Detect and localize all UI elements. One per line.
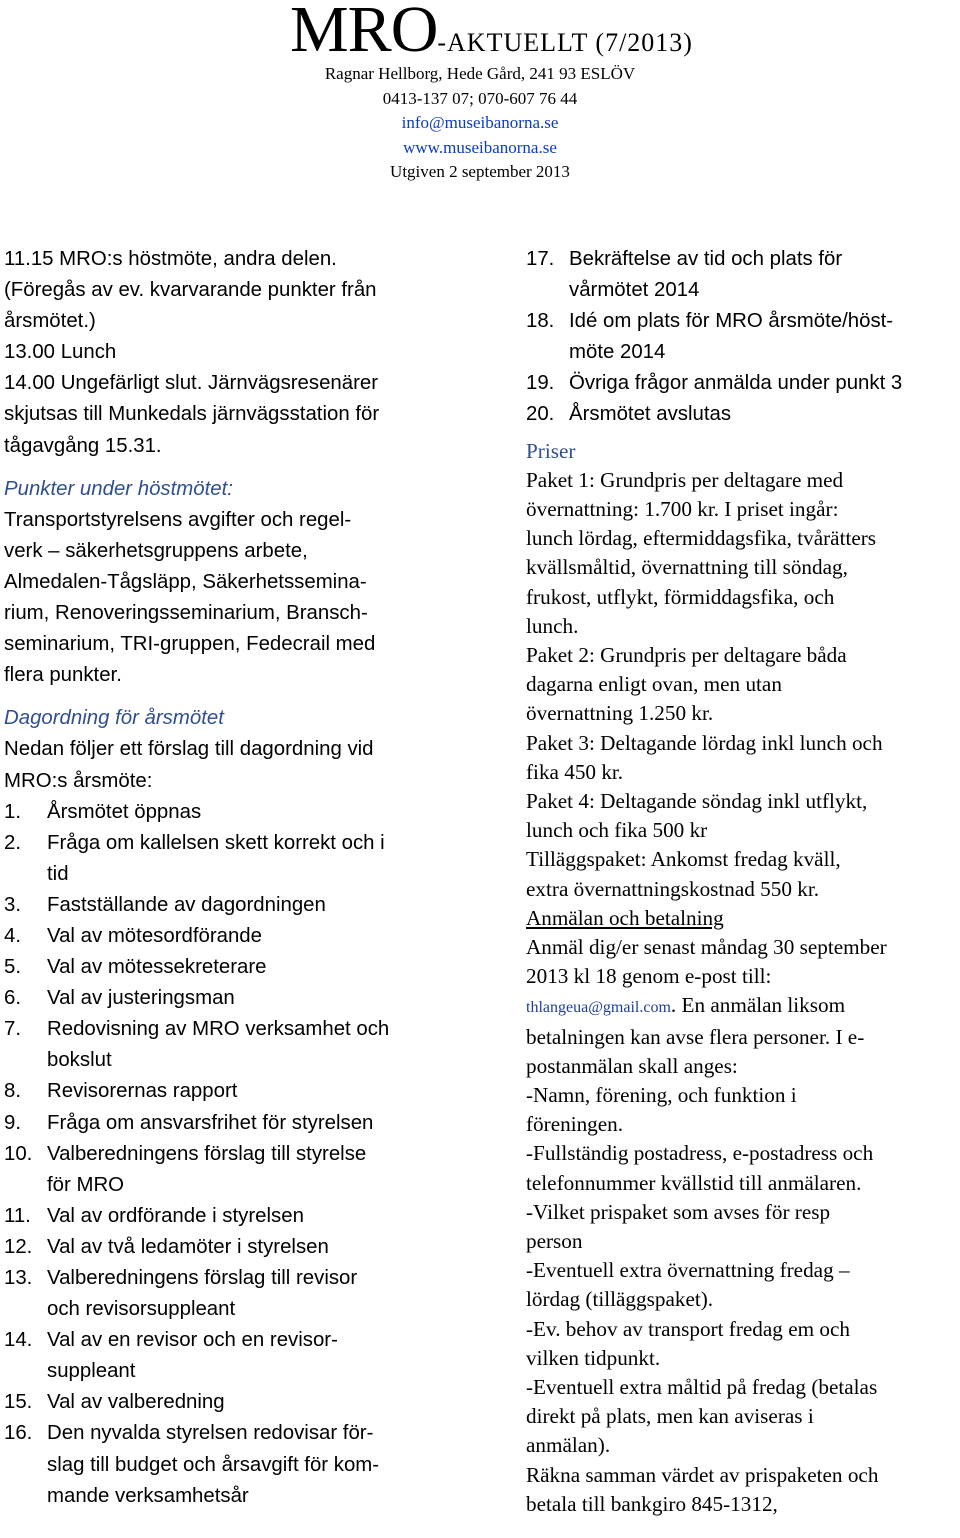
agenda-item-number: 18. bbox=[526, 310, 555, 333]
agenda-item bbox=[4, 1014, 482, 1045]
agenda-item-text: Val av ordförande i styrelsen bbox=[47, 1204, 304, 1227]
intro-text bbox=[4, 244, 482, 462]
right-column bbox=[526, 244, 960, 1519]
anmalan-email-line bbox=[526, 991, 960, 1022]
priser-line: extra övernattningskostnad 550 kr. bbox=[526, 876, 820, 901]
agenda-item-text: Val av mötesordförande bbox=[47, 924, 262, 947]
agenda-item bbox=[4, 1045, 482, 1076]
punkter-line: verk – säkerhetsgruppens arbete, bbox=[4, 539, 308, 562]
agenda-list bbox=[4, 797, 482, 1512]
agenda-item bbox=[4, 828, 482, 859]
anmalan-text bbox=[526, 1023, 960, 1519]
priser-text bbox=[526, 466, 960, 904]
anmalan-line: -Fullständig postadress, e-postadress och bbox=[526, 1141, 874, 1166]
agenda-item-text: Valberedningens förslag till styrelse bbox=[47, 1142, 367, 1165]
agenda-item-number: 13. bbox=[4, 1267, 33, 1289]
intro-line: 14.00 Ungefärligt slut. Järnvägsresenärer bbox=[4, 372, 379, 395]
priser-line: lunch och fika 500 kr bbox=[526, 818, 708, 843]
agenda-item bbox=[526, 244, 960, 275]
priser-line: kvällsmåltid, övernattning till söndag, bbox=[526, 555, 848, 580]
punkter-text bbox=[4, 505, 482, 692]
agenda-item-text: Idé om plats för MRO årsmöte/höst- bbox=[569, 310, 894, 333]
agenda-item-number: 10. bbox=[4, 1142, 33, 1165]
priser-line: frukost, utflykt, förmiddagsfika, och bbox=[526, 584, 835, 609]
dagordning-heading: Dagordning för årsmötet bbox=[4, 707, 224, 730]
anmalan-line: -Ev. behov av transport fredag em och bbox=[526, 1316, 850, 1341]
agenda-item-text: möte 2014 bbox=[569, 341, 666, 364]
agenda-item-text: Val av justeringsman bbox=[47, 987, 235, 1010]
agenda-item bbox=[4, 1450, 482, 1481]
anmalan-line: -Eventuell extra övernattning fredag – bbox=[526, 1258, 850, 1283]
agenda-item-number: 6. bbox=[4, 987, 22, 1010]
punkter-line: rium, Renoveringsseminarium, Bransch- bbox=[4, 602, 368, 625]
agenda-item-number bbox=[4, 1481, 47, 1512]
agenda-item-text: Bekräftelse av tid och plats för bbox=[569, 248, 843, 270]
priser-line: fika 450 kr. bbox=[526, 759, 624, 784]
agenda-item bbox=[4, 983, 482, 1014]
agenda-item-text: och revisorsuppleant bbox=[47, 1298, 236, 1321]
agenda-item-number bbox=[4, 859, 47, 890]
title-mro: MRO bbox=[290, 0, 438, 66]
agenda-item-text: Val av mötessekreterare bbox=[47, 956, 267, 979]
anmalan-line: direkt på plats, men kan aviseras i bbox=[526, 1404, 814, 1429]
agenda-item-number bbox=[526, 337, 569, 368]
priser-line: lunch lördag, eftermiddagsfika, tvårätters bbox=[526, 526, 877, 551]
dagordning-intro-line: MRO:s årsmöte: bbox=[4, 769, 153, 792]
punkter-heading: Punkter under höstmötet: bbox=[4, 477, 233, 500]
anmalan-line: betalningen kan avse flera personer. I e- bbox=[526, 1024, 865, 1049]
agenda-item-number: 2. bbox=[4, 831, 22, 854]
priser-line: Paket 1: Grundpris per deltagare med bbox=[526, 467, 844, 492]
priser-heading: Priser bbox=[526, 438, 576, 463]
agenda-item bbox=[4, 797, 482, 828]
anmalan-line: anmälan). bbox=[526, 1433, 611, 1458]
agenda-item bbox=[4, 921, 482, 952]
punkter-line: flera punkter. bbox=[4, 664, 122, 687]
priser-line: Paket 2: Grundpris per deltagare båda bbox=[526, 642, 847, 667]
agenda-item bbox=[4, 1170, 482, 1201]
intro-line: 13.00 Lunch bbox=[4, 341, 117, 364]
intro-line: 11.15 MRO:s höstmöte, andra delen. bbox=[4, 248, 337, 270]
agenda-item-text: Revisorernas rapport bbox=[47, 1080, 238, 1103]
agenda-item-text: Fastställande av dagordningen bbox=[47, 893, 326, 916]
anmalan-line: -Vilket prispaket som avses för resp bbox=[526, 1199, 831, 1224]
agenda-item-number: 1. bbox=[4, 800, 22, 823]
agenda-item-text: suppleant bbox=[47, 1360, 136, 1383]
anmalan-line: 2013 kl 18 genom e-post till: bbox=[526, 964, 772, 989]
agenda-item bbox=[526, 368, 960, 399]
agenda-item bbox=[4, 1481, 482, 1512]
anmalan-line: -Namn, förening, och funktion i bbox=[526, 1083, 797, 1108]
masthead-title bbox=[290, 0, 693, 66]
agenda-item bbox=[4, 1356, 482, 1387]
published-date: Utgiven 2 september 2013 bbox=[390, 162, 570, 181]
agenda-item-number: 14. bbox=[4, 1329, 33, 1352]
agenda-item-number: 4. bbox=[4, 924, 22, 947]
priser-line: Tilläggspaket: Ankomst fredag kväll, bbox=[526, 847, 841, 872]
anmalan-line: betala till bankgiro 845-1312, bbox=[526, 1491, 778, 1516]
address-line: Ragnar Hellborg, Hede Gård, 241 93 ESLÖV bbox=[324, 64, 636, 83]
agenda-item-number: 5. bbox=[4, 956, 22, 979]
agenda-item-text: Övriga frågor anmälda under punkt 3 bbox=[569, 372, 903, 395]
intro-line: årsmötet.) bbox=[4, 310, 96, 333]
agenda-item-number: 11. bbox=[4, 1204, 31, 1227]
priser-line: Paket 3: Deltagande lördag inkl lunch och bbox=[526, 730, 883, 755]
agenda-item-number bbox=[526, 275, 569, 306]
agenda-item-number: 15. bbox=[4, 1391, 33, 1414]
agenda-item bbox=[4, 890, 482, 921]
agenda-item-number bbox=[4, 1294, 47, 1325]
punkter-line: seminarium, TRI-gruppen, Fedecrail med bbox=[4, 633, 376, 656]
agenda-item bbox=[4, 1108, 482, 1139]
priser-line: dagarna enligt ovan, men utan bbox=[526, 672, 782, 697]
agenda-item-number: 20. bbox=[526, 403, 555, 426]
agenda-item-text: bokslut bbox=[47, 1049, 112, 1072]
title-aktuellt: -AKTUELLT (7/2013) bbox=[437, 28, 693, 57]
agenda-item bbox=[4, 952, 482, 983]
agenda-item bbox=[4, 859, 482, 890]
anmalan-line: vilken tidpunkt. bbox=[526, 1345, 661, 1370]
agenda-item-text: för MRO bbox=[47, 1173, 125, 1196]
anmalan-line: person bbox=[526, 1229, 583, 1254]
website-link[interactable]: www.museibanorna.se bbox=[403, 138, 557, 157]
agenda-item bbox=[4, 1201, 482, 1232]
agenda-item-text: Årsmötet öppnas bbox=[47, 800, 202, 823]
agenda-item-number: 9. bbox=[4, 1111, 22, 1134]
email-link[interactable]: info@museibanorna.se bbox=[401, 113, 559, 132]
agenda-item bbox=[526, 399, 960, 430]
agenda-item bbox=[526, 337, 960, 368]
agenda-item-number: 12. bbox=[4, 1235, 33, 1258]
agenda-item-number: 19. bbox=[526, 372, 555, 395]
anmalan-email-tail: . En anmälan liksom bbox=[670, 993, 846, 1018]
agenda-item bbox=[4, 1076, 482, 1107]
anmalan-heading: Anmälan och betalning bbox=[526, 905, 724, 930]
anmalan-email-link[interactable]: thlangeua@gmail.com bbox=[526, 999, 671, 1017]
anmalan-line: -Eventuell extra måltid på fredag (betalas bbox=[526, 1375, 878, 1400]
agenda-list-continued bbox=[526, 244, 960, 431]
anmalan-line: postanmälan skall anges: bbox=[526, 1053, 738, 1078]
agenda-item-number: 8. bbox=[4, 1080, 22, 1103]
intro-line: tågavgång 15.31. bbox=[4, 434, 162, 457]
agenda-item-number bbox=[4, 1450, 47, 1481]
agenda-item-text: Val av en revisor och en revisor- bbox=[47, 1329, 338, 1352]
agenda-item bbox=[4, 1232, 482, 1263]
agenda-item-text: Fråga om kallelsen skett korrekt och i bbox=[47, 831, 385, 854]
agenda-item-text: mande verksamhetsår bbox=[47, 1484, 249, 1507]
agenda-item-text: Årsmötet avslutas bbox=[569, 403, 732, 426]
agenda-item-number bbox=[4, 1170, 47, 1201]
agenda-item bbox=[4, 1294, 482, 1325]
agenda-item-number: 7. bbox=[4, 1018, 22, 1041]
agenda-item bbox=[4, 1418, 482, 1449]
agenda-item-number bbox=[4, 1356, 47, 1387]
agenda-item-text: slag till budget och årsavgift för kom- bbox=[47, 1453, 380, 1476]
agenda-item-text: Valberedningens förslag till revisor bbox=[47, 1267, 358, 1289]
intro-line: (Föregås av ev. kvarvarande punkter från bbox=[4, 279, 377, 302]
intro-line: skjutsas till Munkedals järnvägsstation för bbox=[4, 403, 380, 426]
agenda-item bbox=[4, 1387, 482, 1418]
agenda-item-number: 16. bbox=[4, 1422, 33, 1445]
agenda-item-text: Den nyvalda styrelsen redovisar för- bbox=[47, 1422, 374, 1445]
priser-line: Paket 4: Deltagande söndag inkl utflykt, bbox=[526, 789, 868, 813]
anmalan-line: lördag (tilläggspaket). bbox=[526, 1287, 714, 1312]
priser-line: övernattning 1.250 kr. bbox=[526, 701, 714, 726]
agenda-item-number bbox=[4, 1045, 47, 1076]
priser-section bbox=[526, 437, 960, 1520]
anmalan-line: Räkna samman värdet av prispaketen och bbox=[526, 1462, 879, 1487]
anmalan-line: telefonnummer kvällstid till anmälaren. bbox=[526, 1170, 862, 1195]
anmalan-line: Anmäl dig/er senast måndag 30 september bbox=[526, 935, 887, 960]
agenda-item-text: Val av valberedning bbox=[47, 1391, 225, 1414]
agenda-item-text: Redovisning av MRO verksamhet och bbox=[47, 1018, 390, 1041]
punkter-line: Almedalen-Tågsläpp, Säkerhetssemina- bbox=[4, 570, 367, 593]
priser-line: övernattning: 1.700 kr. I priset ingår: bbox=[526, 496, 839, 521]
agenda-item-text: tid bbox=[47, 862, 69, 885]
agenda-item-text: Val av två ledamöter i styrelsen bbox=[47, 1235, 329, 1258]
agenda-item bbox=[526, 275, 960, 306]
agenda-item bbox=[4, 1325, 482, 1356]
left-column bbox=[4, 244, 482, 1512]
agenda-item-number: 17. bbox=[526, 248, 555, 270]
dagordning-intro-line: Nedan följer ett förslag till dagordning vid bbox=[4, 738, 374, 761]
agenda-item bbox=[526, 306, 960, 337]
punkter-line: Transportstyrelsens avgifter och regel- bbox=[4, 508, 352, 531]
agenda-item bbox=[4, 1263, 482, 1294]
agenda-item-text: vårmötet 2014 bbox=[569, 279, 700, 302]
phone-line: 0413-137 07; 070-607 76 44 bbox=[382, 89, 578, 108]
agenda-item-text: Fråga om ansvarsfrihet för styrelsen bbox=[47, 1111, 374, 1134]
agenda-item-number: 3. bbox=[4, 893, 22, 916]
anmalan-line: föreningen. bbox=[526, 1112, 624, 1137]
priser-line: lunch. bbox=[526, 613, 579, 638]
agenda-item bbox=[4, 1139, 482, 1170]
